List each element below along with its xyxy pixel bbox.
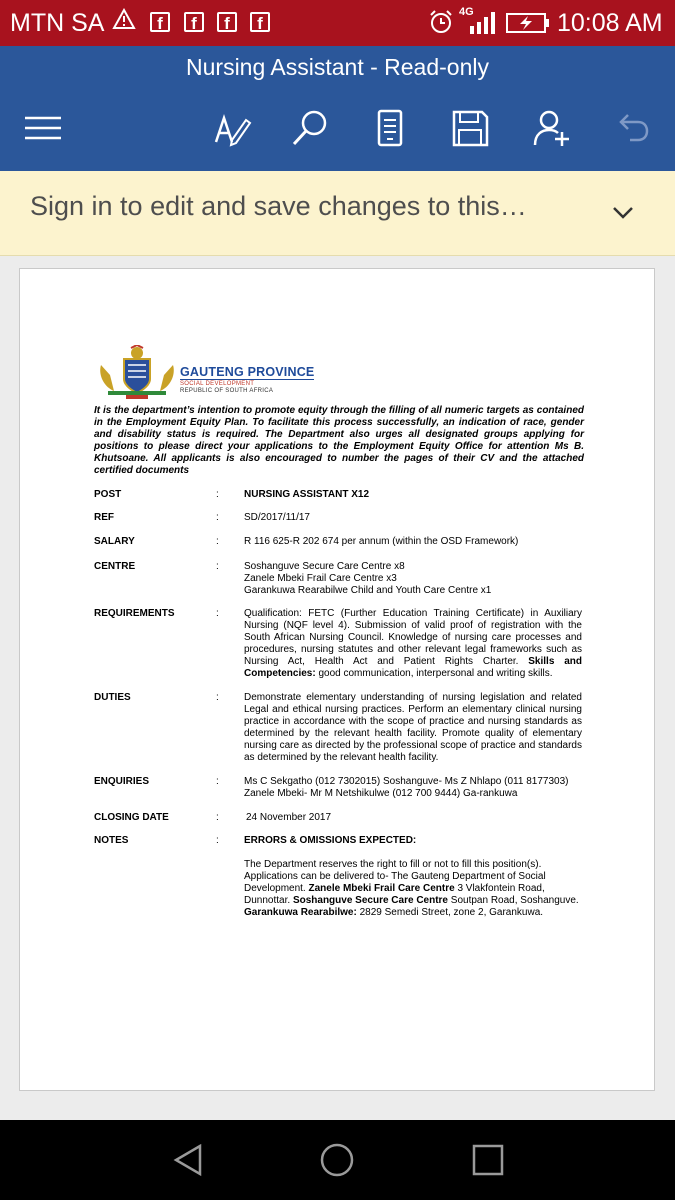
undo-icon[interactable] xyxy=(612,108,652,148)
field-value: Ms C Sekgatho (012 7302015) Soshanguve- Ms Z Nhlapo (011 8177303) Zanele Mbeki- Mr M Netshikulwe (012 700 9444) Ga-rankuwa xyxy=(244,776,569,799)
battery-icon xyxy=(506,13,550,38)
share-icon[interactable] xyxy=(532,108,572,148)
menu-icon[interactable] xyxy=(23,108,63,148)
field-colon: : xyxy=(216,812,219,823)
banner-message: Sign in to edit and save changes to this… xyxy=(30,191,527,221)
field-label: SALARY xyxy=(94,536,135,547)
alarm-icon xyxy=(428,9,454,40)
signal-icon xyxy=(470,12,496,39)
notes-bold: Garankuwa Rearabilwe: xyxy=(244,907,357,918)
edit-icon[interactable] xyxy=(212,108,252,148)
field-label: POST xyxy=(94,489,122,500)
centre-line: Garankuwa Rearabilwe Child and Youth Care Centre x1 xyxy=(244,585,492,596)
network-type: 4G xyxy=(459,6,474,18)
field-label: REQUIREMENTS xyxy=(94,608,175,619)
notes-text: The Department reserves the right to fill or not to fill this position(s). Applications can be delivered to- The Gauteng Department of Social Development. xyxy=(244,859,546,894)
status-bar xyxy=(0,0,675,46)
requirements-tail: good communication, interpersonal and writing skills. xyxy=(318,668,553,679)
facebook-icon: f xyxy=(217,12,237,32)
field-value: NURSING ASSISTANT X12 xyxy=(244,489,370,500)
coat-of-arms-logo xyxy=(96,345,178,404)
centre-line: Zanele Mbeki Frail Care Centre x3 xyxy=(244,573,397,584)
home-icon[interactable] xyxy=(319,1142,355,1183)
recents-icon[interactable] xyxy=(470,1142,506,1183)
intro-paragraph: It is the department’s intention to promote equity through the filling of all numeric targets as contained in the Employment Equity Plan. To facilitate this process successfully, an indication of race, gender and disability status is required. The Department also urges all designated groups applying for positions to please direct your applications to the Employment Equity Office for attention Ms B. Khutsoane. All applicants is also encouraged to number the pages of their CV and the attached certified documents xyxy=(94,405,584,476)
notes-heading: ERRORS & OMISSIONS EXPECTED: xyxy=(244,835,417,846)
field-colon: : xyxy=(216,512,219,523)
field-value xyxy=(244,608,582,680)
document-title: Nursing Assistant - Read-only xyxy=(186,54,489,80)
notes-body xyxy=(244,859,582,919)
field-value: R 116 625-R 202 674 per annum (within the OSD Framework) xyxy=(244,536,519,547)
org-title: GAUTENG PROVINCE xyxy=(180,365,315,379)
field-label: NOTES xyxy=(94,835,129,846)
warning-icon xyxy=(112,8,136,37)
org-country: REPUBLIC OF SOUTH AFRICA xyxy=(180,388,274,394)
save-icon[interactable] xyxy=(450,108,490,148)
field-colon: : xyxy=(216,608,219,619)
facebook-icon: f xyxy=(150,12,170,32)
centre-line: Soshanguve Secure Care Centre x8 xyxy=(244,561,405,572)
notes-bold: Soshanguve Secure Care Centre xyxy=(292,895,448,906)
requirements-bold: Skills and Competencies: xyxy=(244,656,582,679)
notes-bold: Zanele Mbeki Frail Care Centre xyxy=(308,883,455,894)
field-label: DUTIES xyxy=(94,692,131,703)
field-label: REF xyxy=(94,512,114,523)
field-colon: : xyxy=(216,692,219,703)
chevron-down-icon[interactable] xyxy=(610,199,636,230)
clock: 10:08 AM xyxy=(557,9,663,37)
field-colon: : xyxy=(216,489,219,500)
field-colon: : xyxy=(216,561,219,572)
back-icon[interactable] xyxy=(170,1142,206,1183)
field-value: 24 November 2017 xyxy=(246,812,332,823)
facebook-icon: f xyxy=(250,12,270,32)
field-colon: : xyxy=(216,835,219,846)
facebook-icon: f xyxy=(184,12,204,32)
field-label: CLOSING DATE xyxy=(94,812,169,823)
notes-text: Soutpan Road, Soshanguve. xyxy=(450,895,579,906)
sign-in-banner[interactable] xyxy=(0,171,675,256)
org-department: SOCIAL DEVELOPMENT xyxy=(180,381,255,387)
search-icon[interactable] xyxy=(290,108,330,148)
notes-text: 2829 Semedi Street, zone 2, Garankuwa. xyxy=(359,907,544,918)
reading-view-icon[interactable] xyxy=(370,108,410,148)
field-colon: : xyxy=(216,536,219,547)
carrier-name: MTN SA xyxy=(10,9,105,37)
app-toolbar xyxy=(0,46,675,171)
document-page[interactable] xyxy=(19,268,655,1091)
system-nav-bar xyxy=(0,1120,675,1200)
field-value: Demonstrate elementary understanding of nursing legislation and related Legal and ethical nursing practices. Perform an elementary clinical nursing practice in accordance with the scope of practice and nursing standards as determined by the relevant health facility. Promote quality of elementary nursing care as directed by the professional scope of practice and standards as determined by the relevant health facility. xyxy=(244,692,582,763)
notes-text: 3 Vlakfontein Road, Dunnottar. xyxy=(244,883,545,906)
field-label: ENQUIRIES xyxy=(94,776,150,787)
field-value: SD/2017/11/17 xyxy=(244,512,310,523)
field-value xyxy=(244,835,582,919)
field-value xyxy=(244,561,582,597)
requirements-text: Qualification: FETC (Further Education Training Certificate) in Auxiliary Nursing (NQF level 4). Submission of valid proof of registration with the South African Nursing Council. Knowledge of nursing care processes and procedures, nursing statutes and other relevant legal frameworks such as Nursing Act, Health Act and Patient Rights Charter. xyxy=(244,608,582,667)
field-label: CENTRE xyxy=(94,561,136,572)
field-colon: : xyxy=(216,776,219,787)
